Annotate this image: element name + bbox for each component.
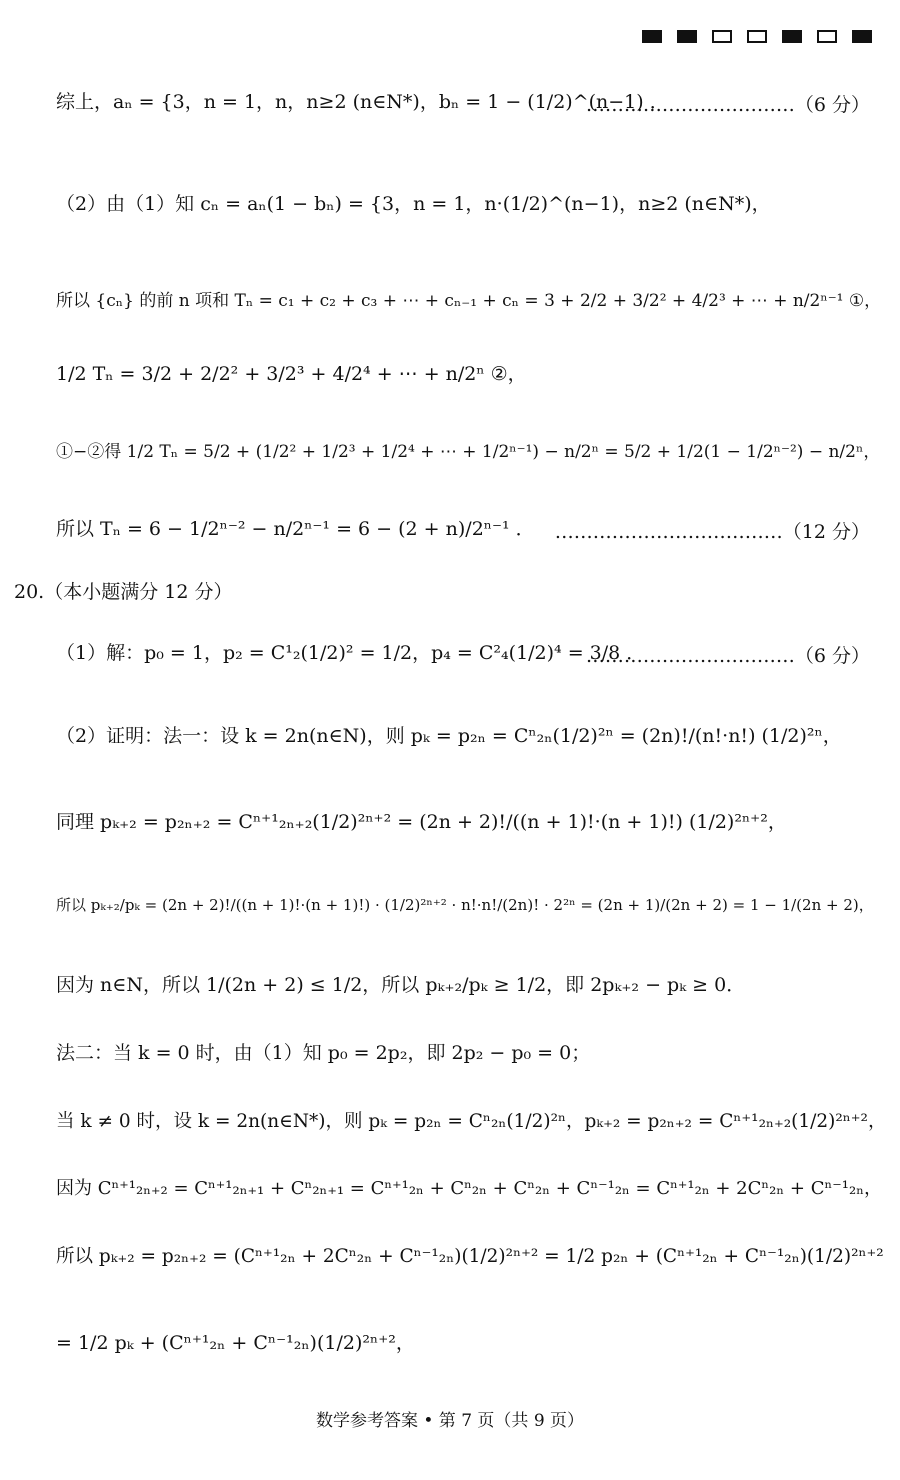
solution-line: （2）证明：法一：设 k = 2n(n∈N)，则 pₖ = p₂ₙ = Cⁿ₂ₙ(1/2)²ⁿ = (2n)!/(n!·n!) (1/2)²ⁿ， xyxy=(56,725,842,747)
question-title: 20.（本小题满分 12 分） xyxy=(14,581,233,603)
solution-line: 所以 pₖ₊₂ = p₂ₙ₊₂ = (Cⁿ⁺¹₂ₙ + 2Cⁿ₂ₙ + Cⁿ⁻¹₂ₙ)(1/2)²ⁿ⁺² = 1/2 p₂ₙ + (Cⁿ⁺¹₂ₙ + Cⁿ⁻¹₂ₙ)(1/2)²ⁿ⁺² xyxy=(56,1246,884,1267)
solution-line: 因为 n∈N，所以 1/(2n + 2) ≤ 1/2，所以 pₖ₊₂/pₖ ≥ 1/2，即 2pₖ₊₂ − pₖ ≥ 0． xyxy=(56,974,746,996)
solution-line: 同理 pₖ₊₂ = p₂ₙ₊₂ = Cⁿ⁺¹₂ₙ₊₂(1/2)²ⁿ⁺² = (2n + 2)!/((n + 1)!·(n + 1)!) (1/2)²ⁿ⁺²， xyxy=(56,811,787,833)
solution-line: （1）解：p₀ = 1，p₂ = C¹₂(1/2)² = 1/2，p₄ = C²₄(1/2)⁴ = 3/8 ． xyxy=(56,642,646,664)
header-mark xyxy=(642,30,662,43)
solution-line: 综上，aₙ = {3，n = 1，n，n≥2 (n∈N*)，bₙ = 1 − (1/2)^(n−1) ． xyxy=(56,91,669,113)
solution-line: 因为 Cⁿ⁺¹₂ₙ₊₂ = Cⁿ⁺¹₂ₙ₊₁ + Cⁿ₂ₙ₊₁ = Cⁿ⁺¹₂ₙ + Cⁿ₂ₙ + Cⁿ₂ₙ + Cⁿ⁻¹₂ₙ = Cⁿ⁺¹₂ₙ + 2Cⁿ₂ₙ + Cⁿ⁻¹₂ₙ， xyxy=(56,1178,882,1199)
solution-line: 所以 pₖ₊₂/pₖ = (2n + 2)!/((n + 1)!·(n + 1)!) · (1/2)²ⁿ⁺² · n!·n!/(2n)! · 2²ⁿ = (2n + 1)/(2n + 2) = 1 − 1/(2n + 2)， xyxy=(56,896,874,914)
header-mark xyxy=(712,30,732,43)
header-mark xyxy=(817,30,837,43)
header-mark xyxy=(747,30,767,43)
score-mark: ……………………………（6 分） xyxy=(585,94,870,116)
score-mark: ……………………………（6 分） xyxy=(585,645,870,667)
solution-line: = 1/2 pₖ + (Cⁿ⁺¹₂ₙ + Cⁿ⁻¹₂ₙ)(1/2)²ⁿ⁺²， xyxy=(56,1332,415,1354)
solution-line: 法二：当 k = 0 时，由（1）知 p₀ = 2p₂，即 2p₂ − p₀ = 0； xyxy=(56,1042,591,1064)
solution-line: 所以 Tₙ = 6 − 1/2ⁿ⁻² − n/2ⁿ⁻¹ = 6 − (2 + n)/2ⁿ⁻¹ ． xyxy=(56,518,535,540)
header-mark xyxy=(852,30,872,43)
header-mark xyxy=(782,30,802,43)
solution-line: ①−②得 1/2 Tₙ = 5/2 + (1/2² + 1/2³ + 1/2⁴ + ⋯ + 1/2ⁿ⁻¹) − n/2ⁿ = 5/2 + 1/2(1 − 1/2ⁿ⁻²) − n/2ⁿ， xyxy=(56,442,881,462)
header-mark xyxy=(677,30,697,43)
page-footer: 数学参考答案 • 第 7 页（共 9 页） xyxy=(315,1411,585,1431)
solution-line: 当 k ≠ 0 时，设 k = 2n(n∈N*)，则 pₖ = p₂ₙ = Cⁿ₂ₙ(1/2)²ⁿ，pₖ₊₂ = p₂ₙ₊₂ = Cⁿ⁺¹₂ₙ₊₂(1/2)²ⁿ⁺²， xyxy=(56,1111,887,1132)
solution-line: （2）由（1）知 cₙ = aₙ(1 − bₙ) = {3，n = 1，n·(1/2)^(n−1)，n≥2 (n∈N*)， xyxy=(56,193,771,215)
solution-line: 1/2 Tₙ = 3/2 + 2/2² + 3/2³ + 4/2⁴ + ⋯ + n/2ⁿ ②， xyxy=(56,363,527,385)
score-mark: ………………………………（12 分） xyxy=(554,521,870,543)
solution-line: 所以 {cₙ} 的前 n 项和 Tₙ = c₁ + c₂ + c₃ + ⋯ + cₙ₋₁ + cₙ = 3 + 2/2 + 3/2² + 4/2³ + ⋯ + n/2ⁿ⁻¹ ①， xyxy=(56,291,882,311)
